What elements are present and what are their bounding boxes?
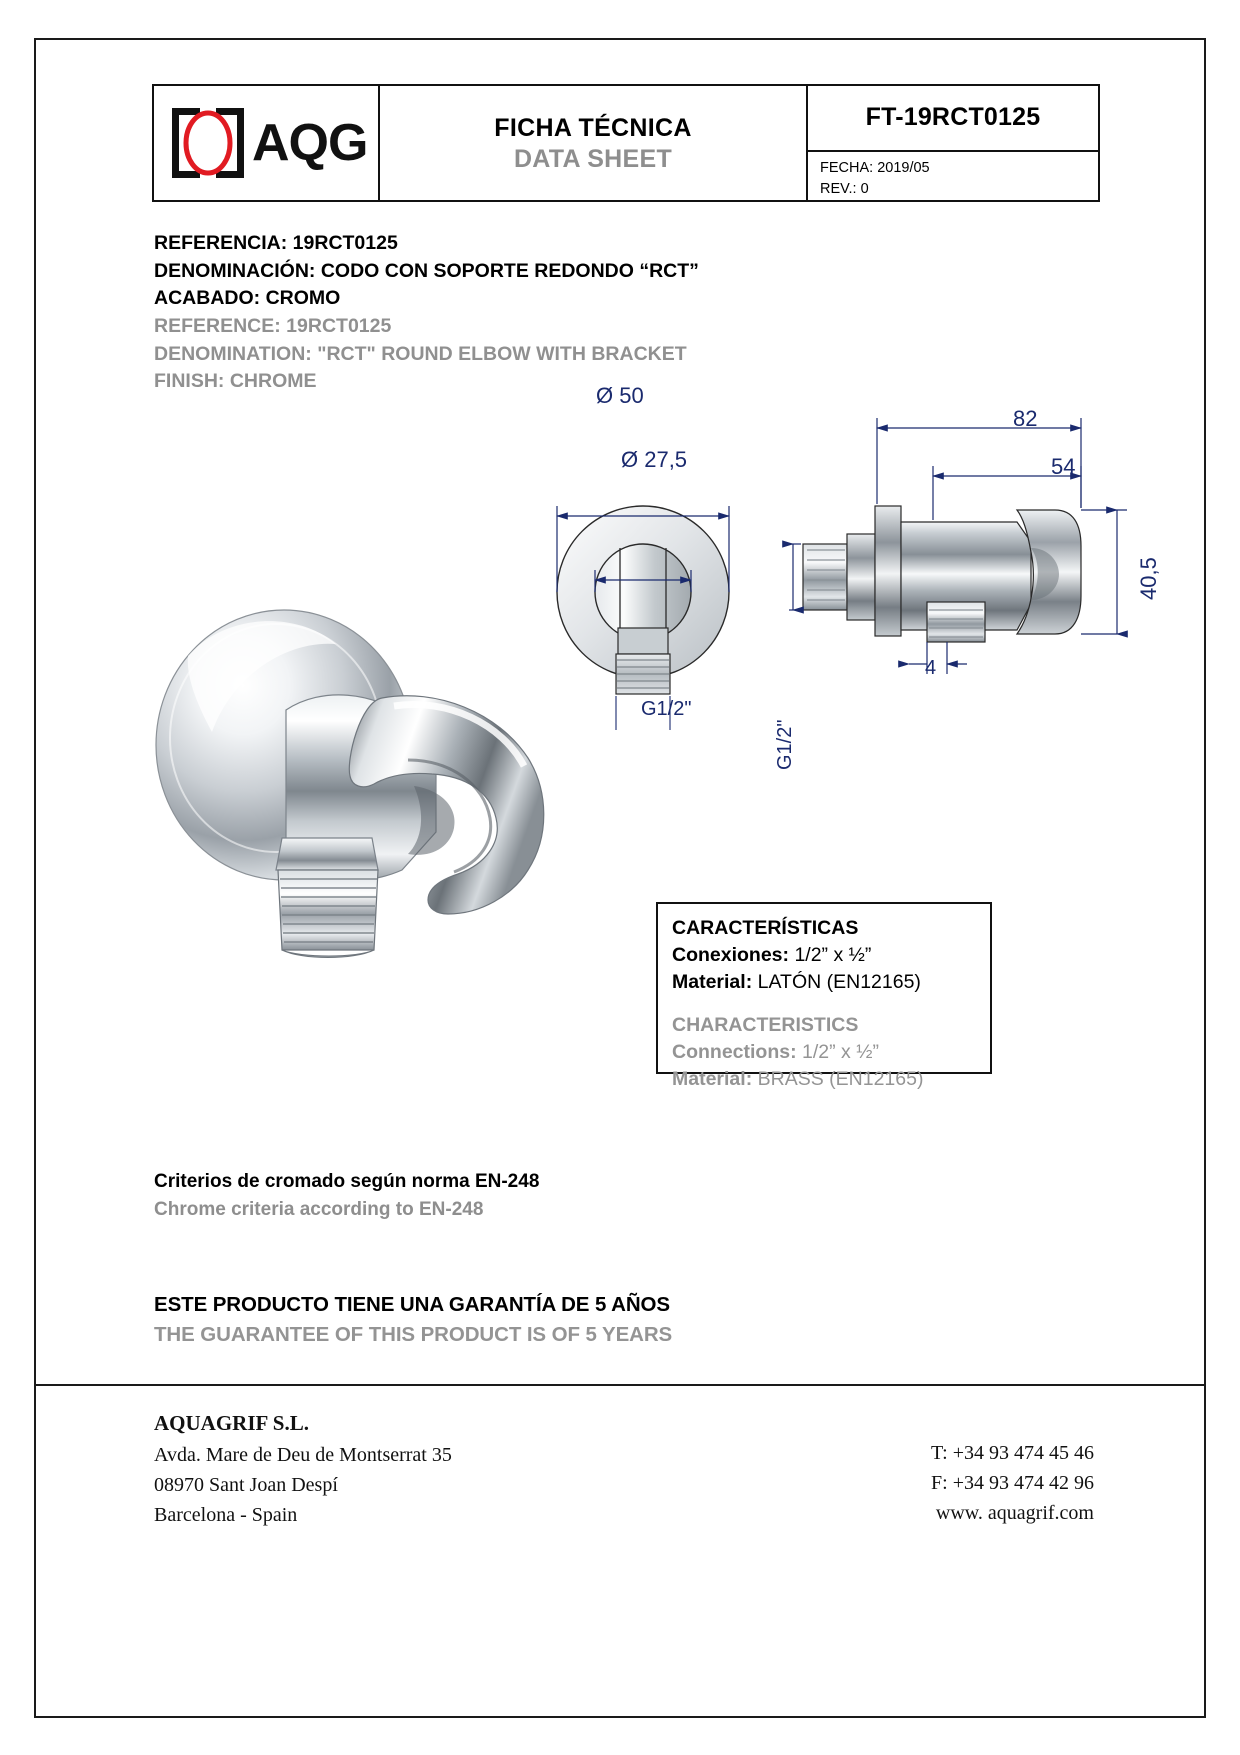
footer-address-block: [154, 1408, 452, 1530]
side-view-height-label: 40,5: [1136, 557, 1161, 600]
footer-address-line-1: Avda. Mare de Deu de Montserrat 35: [154, 1443, 452, 1466]
footer: [36, 1386, 1204, 1716]
guarantee-en: THE GUARANTEE OF THIS PRODUCT IS OF 5 YEARS: [154, 1323, 673, 1347]
characteristics-label-connections-en: Connections:: [672, 1040, 797, 1063]
front-view-outer-diameter-label: Ø 50: [596, 383, 644, 408]
chrome-criteria-en: Chrome criteria according to EN-248: [154, 1199, 484, 1221]
front-view-inner-diameter-label: Ø 27,5: [621, 447, 688, 472]
characteristics-box: [656, 902, 992, 1090]
aqg-bracket-oval-logo-icon: [166, 104, 250, 182]
reference-en-line-1: REFERENCE: 19RCT0125: [154, 315, 392, 338]
characteristics-title-es: CARACTERÍSTICAS: [672, 917, 859, 939]
chrome-criteria-es: Criterios de cromado según norma EN-248: [154, 1171, 540, 1192]
characteristics-label-material-es: Material:: [672, 970, 753, 993]
side-view-thickness-label: 4: [925, 657, 937, 679]
header-title-cell: [380, 86, 808, 200]
footer-website[interactable]: www. aquagrif.com: [935, 1502, 1094, 1524]
guarantee-es: ESTE PRODUCTO TIENE UNA GARANTÍA DE 5 AÑOS: [154, 1293, 670, 1316]
chrome-criteria-note: [154, 1168, 539, 1224]
characteristics-value-connections-en: 1/2” x ½”: [802, 1040, 879, 1063]
side-view-partial-length-label: 54: [1051, 454, 1076, 479]
datasheet-page: [34, 38, 1206, 1718]
sheet-title-en: DATA SHEET: [513, 145, 673, 173]
document-date: FECHA: 2019/05: [820, 159, 930, 176]
reference-en-line-2: DENOMINATION: "RCT" ROUND ELBOW WITH BRACKET: [154, 342, 687, 365]
characteristics-title-en: CHARACTERISTICS: [672, 1013, 859, 1036]
document-code: FT-19RCT0125: [865, 103, 1041, 132]
aqg-logo: [166, 102, 366, 184]
characteristics-spacer: [672, 996, 990, 1012]
characteristics-label-material-en: Material:: [672, 1067, 753, 1090]
footer-address-line-2: 08970 Sant Joan Despí: [154, 1473, 338, 1496]
characteristics-row-connections-es: [672, 942, 990, 969]
document-meta-row: [808, 152, 1098, 200]
drawing-area: [136, 370, 1161, 930]
characteristics-row-material-en: [672, 1066, 990, 1093]
characteristics-value-material-es: LATÓN (EN12165): [757, 970, 921, 993]
footer-company-name: AQUAGRIF S.L.: [154, 1411, 309, 1435]
reference-es-line-3: ACABADO: CROMO: [154, 287, 341, 310]
characteristics-value-connections-es: 1/2” x ½”: [794, 943, 872, 966]
section-view-thread-label: G1/2": [774, 719, 796, 770]
aqg-logo-text: AQG: [252, 114, 368, 172]
front-view-thread-label: G1/2": [641, 698, 692, 720]
characteristics-row-material-es: [672, 969, 990, 996]
document-code-row: [808, 86, 1098, 152]
side-view-total-length-label: 82: [1013, 406, 1038, 431]
document-revision: REV.: 0: [820, 180, 869, 197]
reference-es-line-1: REFERENCIA: 19RCT0125: [154, 232, 398, 254]
characteristics-row-connections-en: [672, 1039, 990, 1066]
header-table: [152, 84, 1100, 202]
footer-telephone: T: +34 93 474 45 46: [930, 1442, 1094, 1464]
sheet-title-es: FICHA TÉCNICA: [494, 113, 692, 142]
footer-contact-block: [931, 1438, 1094, 1528]
reference-en-line-3: FINISH: CHROME: [154, 370, 317, 393]
header-logo-cell: [154, 86, 380, 200]
reference-es-line-2: DENOMINACIÓN: CODO CON SOPORTE REDONDO “RCT”: [154, 259, 699, 282]
footer-address-line-3: Barcelona - Spain: [154, 1503, 298, 1526]
footer-fax: F: +34 93 474 42 96: [931, 1472, 1094, 1494]
header-code-cell: [808, 86, 1098, 200]
characteristics-label-connections-es: Conexiones:: [672, 943, 790, 966]
guarantee-note: [154, 1290, 672, 1351]
side-view-drawing: [781, 398, 1181, 738]
front-view-drawing: [496, 380, 796, 740]
characteristics-value-material-en: BRASS (EN12165): [757, 1067, 924, 1090]
